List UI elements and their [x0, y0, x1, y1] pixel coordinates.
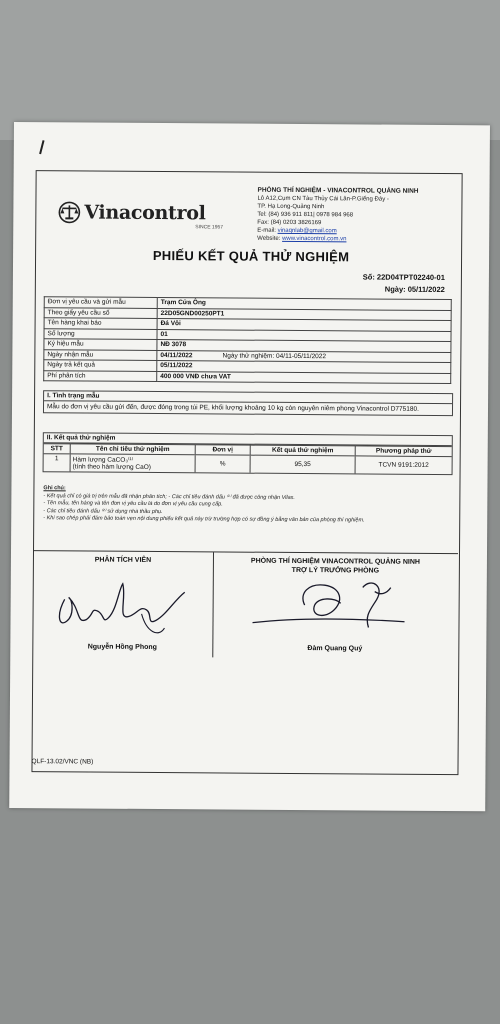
info-label: Ngày nhận mẫu — [44, 349, 157, 360]
col-header: Phương pháp thử — [355, 446, 452, 457]
sample-info-table — [43, 296, 452, 384]
info-value: 22D05GND00250PT1 — [157, 308, 451, 321]
manager-signature — [212, 552, 458, 659]
test-date: Ngày thử nghiệm: 04/11-05/11/2022 — [222, 352, 327, 360]
handwritten-signature-icon — [46, 569, 196, 640]
manager-name: Đàm Quang Quý — [307, 645, 363, 653]
parameter-cell — [70, 454, 195, 472]
email-link[interactable]: vinaqnlab@gmail.com — [277, 227, 337, 235]
info-label: Theo giấy yêu cầu số — [44, 307, 157, 318]
col-header: Đơn vị — [195, 445, 250, 455]
analyst-name: Nguyễn Hồng Phong — [87, 643, 157, 652]
info-label: Đơn vị yêu cầu và gửi mẫu — [44, 297, 157, 308]
test-results-section — [43, 432, 453, 475]
parameter-note: (tính theo hàm lượng CaO) — [72, 463, 151, 471]
background-top — [0, 0, 500, 140]
document-page — [9, 122, 490, 811]
address-line-2: TP. Hạ Long-Quảng Ninh — [257, 203, 325, 211]
website-label: Website: — [257, 235, 283, 242]
background-floor — [0, 790, 500, 1024]
info-value: NĐ 3078 — [157, 340, 451, 353]
method-cell: TCVN 9191:2012 — [355, 456, 452, 474]
section-body: Mẫu do đơn vị yêu cầu gửi đến, được đóng trong túi PE, khối lượng khoảng 10 kg còn nguyên niêm phong Vinacontrol D775180. — [46, 403, 419, 413]
address-line-1: Lô A12,Cụm CN Tàu Thủy Cái Lân-P.Giếng Đáy - — [257, 195, 389, 203]
analyst-signature — [32, 551, 214, 657]
website-line — [257, 235, 457, 244]
info-label: Ngày trả kết quả — [44, 360, 157, 371]
info-value: 400 000 VNĐ chưa VAT — [157, 371, 451, 384]
unit-cell: % — [195, 455, 250, 473]
handwritten-signature-icon — [244, 575, 414, 636]
lab-caption-line: PHÒNG THÍ NGHIỆM VINACONTROL QUẢNG NINH — [250, 557, 420, 566]
fax-line: Fax: (84) 0203 3826169 — [257, 219, 322, 227]
section-title: II. Kết quả thử nghiệm — [44, 433, 452, 446]
analyst-caption: PHÂN TÍCH VIÊN — [94, 556, 152, 564]
col-header: Tên chỉ tiêu thử nghiệm — [70, 444, 195, 455]
stt-cell: 1 — [44, 454, 71, 472]
info-value: 01 — [157, 329, 451, 342]
document-title: PHIẾU KẾT QUẢ THỬ NGHIỆM — [152, 247, 350, 265]
logo-since: SINCE 1957 — [195, 224, 224, 231]
position-caption: TRỢ LÝ TRƯỞNG PHÒNG — [291, 566, 380, 575]
sample-condition-section — [43, 390, 453, 416]
report-date: Ngày: 05/11/2022 — [384, 284, 445, 295]
pen-mark — [39, 140, 44, 154]
notes-title: Ghi chú: — [43, 485, 66, 492]
info-value: Trạm Cửa Ông — [157, 298, 451, 311]
lab-caption — [213, 556, 458, 576]
info-label: Số lượng — [44, 328, 157, 339]
company-logo — [57, 200, 224, 231]
result-cell: 95,35 — [250, 455, 355, 473]
lab-title: PHÒNG THÍ NGHIỆM - VINACONTROL QUẢNG NINH — [257, 186, 419, 195]
info-label: Ký hiệu mẫu — [44, 339, 157, 350]
info-label: Tên hàng khai báo — [44, 318, 157, 329]
note-line: - Khi sao chép phải đảm bảo toàn vẹn nội dung phiếu kết quả này trừ trường hợp có sự đồng ý bằng văn bản của phòng thí nghiệm. — [43, 515, 365, 524]
website-link[interactable]: www.vinacontrol.com.vn — [282, 235, 347, 243]
notes-block — [43, 485, 448, 525]
tel-line: Tel: (84) 936 911 811| 0978 984 968 — [257, 211, 354, 219]
col-header: STT — [44, 444, 71, 454]
logo-text: Vinacontrol — [84, 201, 206, 225]
info-label: Phí phân tích — [44, 370, 157, 381]
table-row — [44, 370, 451, 383]
info-value: 05/11/2022 — [157, 361, 451, 374]
table-row — [44, 454, 452, 474]
note-line: - Kết quả chỉ có giá trị trên mẫu đã nhận phân tích; - Các chỉ tiêu đánh dấu ⁽¹⁾ đã được công nhận Vilas. — [43, 492, 295, 501]
section-title: I. Tình trạng mẫu — [44, 391, 452, 404]
email-label: E-mail: — [257, 227, 278, 234]
scales-logo-icon — [57, 200, 81, 224]
results-table — [44, 443, 452, 474]
form-code: QLF-13.02/VNC (NB) — [31, 758, 94, 766]
lab-contact-block — [257, 187, 457, 244]
info-value: Đá Vôi — [157, 319, 451, 332]
col-header: Kết quả thử nghiệm — [250, 445, 355, 456]
report-number: Số: 22D04TPT02240-01 — [362, 272, 445, 283]
note-line: - Tên mẫu, tên hàng và tên đơn vị yêu cầu là do đơn vị yêu cầu cung cấp. — [43, 500, 223, 508]
signature-block — [32, 550, 458, 659]
receive-date: 04/11/2022 — [160, 351, 193, 360]
parameter-name: Hàm lượng CaCO₃⁽¹⁾ — [72, 456, 134, 464]
note-line: - Các chỉ tiêu đánh dấu ⁽²⁾ sử dụng nhà thầu phụ. — [43, 507, 163, 515]
